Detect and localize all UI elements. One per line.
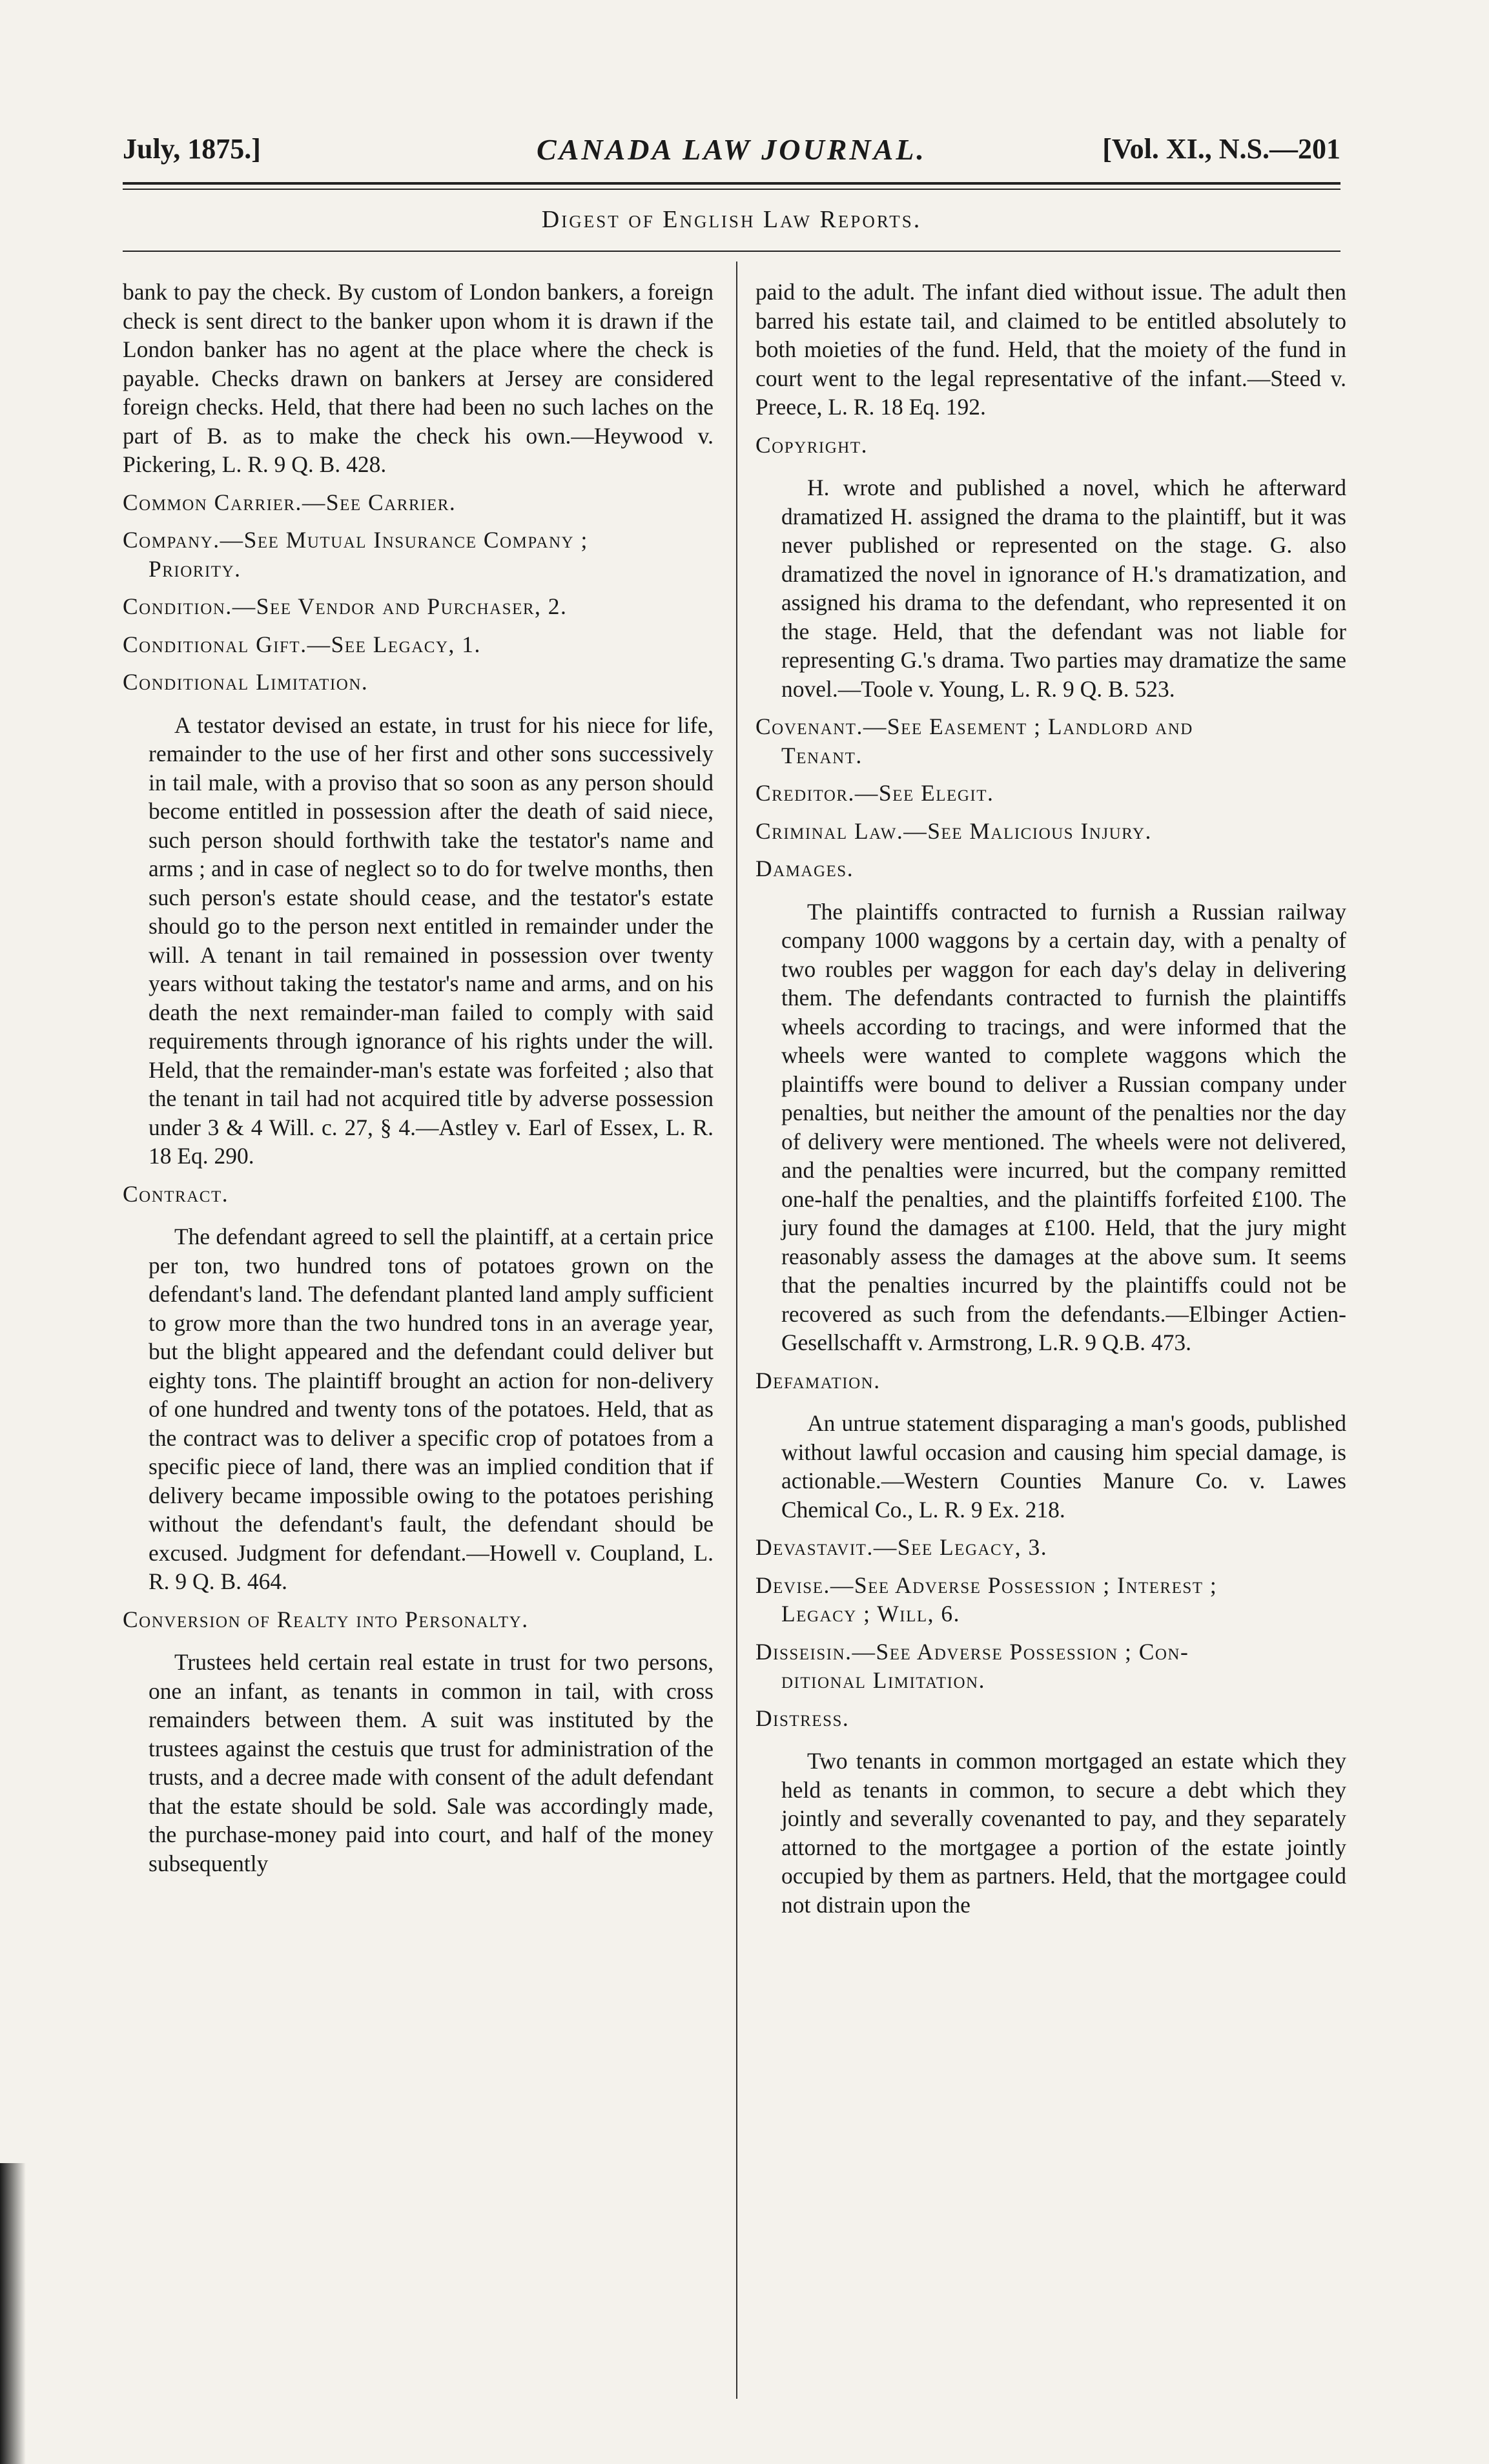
header-rule-thin — [123, 189, 1340, 190]
digest-heading — [123, 668, 714, 697]
digest-heading — [755, 1638, 1346, 1695]
digest-paragraph: A testator devised an estate, in trust for his niece for life, remainder to the use of her first and other sons successively in tail male, with a proviso that so soon as any person should become entitled in possession after the death of said niece, such person should forthwith take the testator's name and arms ; and in case of neglect so to do for twelve months, then such person's estate should cease, and the testator's estate should go to the person next entitled in remainder under the will. A tenant in tail remained in possession over twenty years without taking the testator's name and arms, and on his death the next remainder-man failed to comply with said requirements through ignorance of his rights under the will. Held, that the remainder-man's estate was forfeited ; also that the tenant in tail had not acquired title by adverse possession under 3 & 4 Will. c. 27, § 4.—Astley v. Earl of Essex, L. R. 18 Eq. 290. — [149, 712, 714, 1169]
journal-title: CANADA LAW JOURNAL. — [537, 133, 927, 166]
digest-heading — [755, 1571, 1346, 1628]
digest-paragraph: Trustees held certain real estate in trust for two persons, one an infant, as tenants in common in tail, with cross remainders between them. A suit was instituted by the trustees against the cestuis que trust for administration of the trusts, and a decree made with consent of the adult defendant that the estate should be sold. Sale was accordingly made, the purchase-money paid into court, and half of the money subsequently — [149, 1649, 714, 1876]
section-rule — [123, 251, 1340, 252]
volume-page: [Vol. XI., N.S.—201 — [1102, 133, 1340, 165]
heading-continuation: Legacy ; Will, 6. — [781, 1601, 961, 1627]
heading-text: Damages. — [755, 856, 854, 881]
digest-heading — [755, 1704, 1346, 1733]
digest-heading — [123, 1180, 714, 1209]
digest-paragraph: Two tenants in common mortgaged an estate which they held as tenants in common, to secure a debt which they jointly and severally covenanted to pay, and they separately attorned to the mortgagee a portion of the estate jointly occupied by them as partners. Held, that the mortgagee could not distrain upon the — [781, 1748, 1346, 1918]
heading-text: Distress. — [755, 1705, 850, 1731]
digest-paragraph: The plaintiffs contracted to furnish a Russian railway company 1000 waggons by a certain day, with a penalty of two roubles per waggon for each day's delay in delivering them. The defendants contracted to furnish the plaintiffs wheels according to tracings, and were informed that the wheels were wanted to complete waggons which the plaintiffs were bound to deliver a Russian company under penalties, but neither the amount of the penalties nor the day of delivery were mentioned. The wheels were not delivered, and the penalties were incurred, but the company remitted one-half the penalties, and the plaintiffs forfeited £100. The jury found the damages at £100. Held, that the jury might reasonably assess the damages at the above sum. It seems that the penalties incurred by the plaintiffs could not be recovered as such from the defendants.—Elbinger Actien-Gesellschafft v. Armstrong, L.R. 9 Q.B. 473. — [781, 898, 1346, 1355]
heading-text: Criminal Law.—See Malicious Injury. — [755, 817, 1152, 844]
heading-text: Defamation. — [755, 1367, 881, 1393]
digest-heading — [755, 712, 1346, 770]
heading-text: Devastavit.—See Legacy, 3. — [755, 1534, 1048, 1560]
running-header — [123, 132, 1340, 178]
digest-paragraph: bank to pay the check. By custom of London bankers, a foreign check is sent direct to the banker upon whom it is drawn if the London banker has no agent at the place where the check is payable. Checks drawn on bankers at Jersey are considered foreign checks. Held, that there had been no such laches on the part of B. as to make the check his own.—Heywood v. Pickering, L. R. 9 Q. B. 428. — [123, 279, 714, 477]
digest-heading — [123, 488, 714, 517]
heading-text: Conditional Limitation. — [123, 669, 369, 695]
digest-heading — [123, 592, 714, 621]
heading-text: Company.—See Mutual Insurance Company ; — [123, 527, 588, 553]
heading-continuation: Priority. — [149, 555, 241, 582]
section-title: Digest of English Law Reports. — [541, 206, 922, 233]
digest-paragraph: H. wrote and published a novel, which he afterward dramatized H. assigned the drama to the plaintiff, but it was never published or represented on the stage. G. also dramatized the novel in ignorance of H.'s dramatization, and assigned his drama to the defendant, who represented it on the stage. Held, that the defendant was not liable for representing G.'s drama. Two parties may dramatize the same novel.—Toole v. Young, L. R. 9 Q. B. 523. — [781, 475, 1346, 702]
digest-heading — [755, 779, 1346, 808]
digest-heading — [123, 526, 714, 583]
digest-paragraph: The defendant agreed to sell the plaintiff, at a certain price per ton, two hundred tons of potatoes grown on the defendant's land. The defendant planted land amply sufficient to grow more than the two hundred tons in an average year, but the blight appeared and the defendant could deliver but eighty tons. The plaintiff brought an action for non-delivery of one hundred and twenty tons of the potatoes. Held, that as the contract was to deliver a specific crop of potatoes from a specific piece of land, there was an implied condition that if delivery became impossible owing to the potatoes perishing without the defendant's fault, the defendant should be excused. Judgment for defendant.—Howell v. Coupland, L. R. 9 Q. B. 464. — [149, 1224, 714, 1594]
digest-heading — [755, 431, 1346, 460]
heading-text: Conversion of Realty into Personalty. — [123, 1606, 529, 1632]
heading-text: Contract. — [123, 1180, 229, 1207]
digest-heading — [755, 854, 1346, 883]
heading-text: Devise.—See Adverse Possession ; Interest ; — [755, 1572, 1218, 1598]
digest-paragraph: An untrue statement disparaging a man's goods, published without lawful occasion and causing him special damage, is actionable.—Western Counties Manure Co. v. Lawes Chemical Co., L. R. 9 Ex. 218. — [781, 1410, 1346, 1523]
heading-continuation: ditional Limitation. — [781, 1667, 985, 1693]
heading-text: Covenant.—See Easement ; Landlord and — [755, 714, 1193, 739]
digest-heading — [123, 1605, 714, 1634]
digest-heading — [755, 1533, 1346, 1562]
heading-text: Copyright. — [755, 431, 868, 458]
heading-continuation: Tenant. — [781, 742, 863, 768]
header-date: July, 1875.] — [123, 133, 261, 165]
scan-shadow — [0, 2163, 26, 2464]
digest-heading — [755, 1366, 1346, 1395]
heading-text: Conditional Gift.—See Legacy, 1. — [123, 631, 481, 657]
header-rule — [123, 182, 1340, 185]
heading-text: Disseisin.—See Adverse Possession ; Con- — [755, 1638, 1189, 1665]
heading-text: Creditor.—See Elegit. — [755, 780, 994, 806]
digest-paragraph: paid to the adult. The infant died without issue. The adult then barred his estate tail, and claimed to be entitled absolutely to both moieties of the fund. Held, that the moiety of the fund in court went to the legal representative of the infant.—Steed v. Preece, L. R. 18 Eq. 192. — [755, 279, 1346, 420]
right-column — [755, 278, 1346, 1919]
column-divider — [736, 262, 737, 2399]
heading-text: Common Carrier.—See Carrier. — [123, 489, 457, 515]
digest-heading — [755, 817, 1346, 846]
heading-text: Condition.—See Vendor and Purchaser, 2. — [123, 593, 568, 619]
digest-heading — [123, 630, 714, 659]
left-column — [123, 278, 714, 1878]
